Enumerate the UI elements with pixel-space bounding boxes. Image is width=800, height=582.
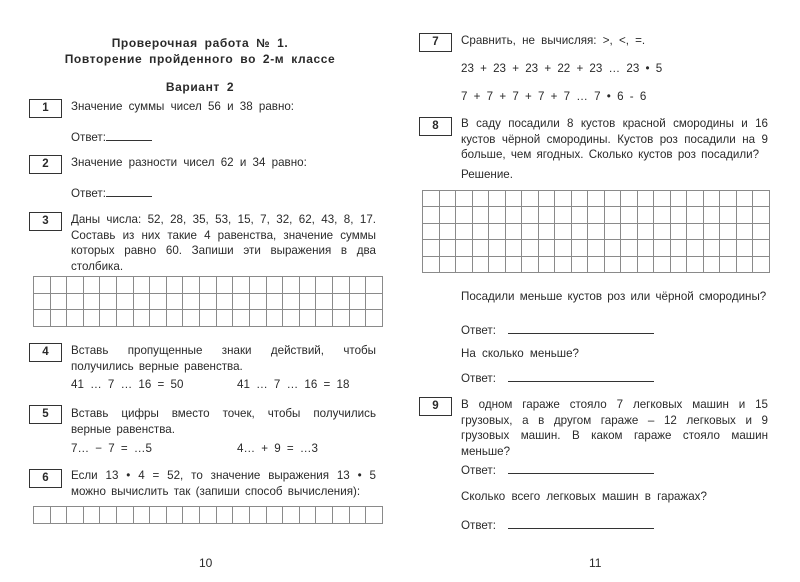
grid-cell[interactable] bbox=[266, 277, 283, 294]
grid-cell[interactable] bbox=[117, 310, 134, 327]
grid-cell[interactable] bbox=[332, 277, 349, 294]
grid-cell[interactable] bbox=[571, 191, 588, 207]
grid-cell[interactable] bbox=[316, 507, 333, 524]
answer-row bbox=[461, 323, 654, 337]
task-text: В саду посадили 8 кустов красной смородины и 16 кустов чёрной смородины. Кустов роз посадили на 9 больше, чем ягодных. Сколько кустов роз посадили? bbox=[461, 117, 768, 161]
grid-cell[interactable] bbox=[472, 240, 489, 256]
grid-cell[interactable] bbox=[423, 240, 440, 256]
grid-cell[interactable] bbox=[736, 191, 753, 207]
solution-label: Решение. bbox=[461, 168, 513, 181]
solution-grid[interactable] bbox=[422, 190, 770, 273]
grid-cell[interactable] bbox=[604, 207, 621, 223]
grid-cell[interactable] bbox=[332, 310, 349, 327]
grid-cell[interactable] bbox=[472, 256, 489, 272]
grid-cell[interactable] bbox=[34, 277, 51, 294]
grid-cell[interactable] bbox=[456, 240, 473, 256]
answer-label: Ответ: bbox=[71, 131, 106, 144]
grid-cell[interactable] bbox=[555, 240, 572, 256]
grid-cell[interactable] bbox=[200, 277, 217, 294]
grid-cell[interactable] bbox=[687, 223, 704, 239]
grid-cell[interactable] bbox=[299, 310, 316, 327]
grid-cell[interactable] bbox=[571, 240, 588, 256]
grid-cell[interactable] bbox=[50, 293, 67, 310]
answer-label: Ответ: bbox=[461, 372, 496, 385]
grid-cell[interactable] bbox=[505, 240, 522, 256]
grid-cell[interactable] bbox=[100, 277, 117, 294]
grid-cell[interactable] bbox=[753, 223, 770, 239]
grid-row bbox=[34, 310, 383, 327]
grid-cell[interactable] bbox=[266, 293, 283, 310]
grid-row bbox=[423, 207, 770, 223]
grid-cell[interactable] bbox=[604, 191, 621, 207]
task-number-box: 4 bbox=[29, 343, 62, 362]
variant-heading: Вариант 2 bbox=[165, 80, 235, 94]
grid-cell[interactable] bbox=[439, 256, 456, 272]
grid-cell[interactable] bbox=[604, 256, 621, 272]
grid-cell[interactable] bbox=[166, 507, 183, 524]
worksheet-subtitle: Повторение пройденного во 2-м классе bbox=[64, 52, 336, 66]
grid-cell[interactable] bbox=[703, 223, 720, 239]
grid-cell[interactable] bbox=[654, 207, 671, 223]
grid-cell[interactable] bbox=[316, 310, 333, 327]
answer-input-line[interactable] bbox=[508, 518, 654, 529]
grid-cell[interactable] bbox=[604, 223, 621, 239]
grid-cell[interactable] bbox=[283, 310, 300, 327]
grid-cell[interactable] bbox=[753, 240, 770, 256]
grid-cell[interactable] bbox=[456, 223, 473, 239]
grid-cell[interactable] bbox=[621, 256, 638, 272]
grid-cell[interactable] bbox=[233, 293, 250, 310]
grid-cell[interactable] bbox=[538, 240, 555, 256]
grid-cell[interactable] bbox=[736, 240, 753, 256]
grid-cell[interactable] bbox=[100, 293, 117, 310]
grid-cell[interactable] bbox=[703, 207, 720, 223]
grid-cell[interactable] bbox=[736, 223, 753, 239]
grid-cell[interactable] bbox=[349, 310, 366, 327]
grid-cell[interactable] bbox=[571, 207, 588, 223]
grid-cell[interactable] bbox=[34, 507, 51, 524]
question-text: На сколько меньше? bbox=[461, 347, 579, 360]
answer-row bbox=[461, 463, 654, 477]
grid-cell[interactable] bbox=[100, 310, 117, 327]
answer-input-line[interactable] bbox=[106, 130, 152, 141]
grid-cell[interactable] bbox=[588, 256, 605, 272]
grid-cell[interactable] bbox=[233, 310, 250, 327]
grid-cell[interactable] bbox=[366, 277, 383, 294]
grid-cell[interactable] bbox=[456, 191, 473, 207]
grid-cell[interactable] bbox=[299, 293, 316, 310]
grid-cell[interactable] bbox=[200, 310, 217, 327]
task-text: Значение разности чисел 62 и 34 равно: bbox=[71, 156, 307, 169]
grid-cell[interactable] bbox=[555, 223, 572, 239]
answer-input-line[interactable] bbox=[106, 186, 152, 197]
grid-cell[interactable] bbox=[505, 207, 522, 223]
grid-cell[interactable] bbox=[439, 240, 456, 256]
grid-cell[interactable] bbox=[753, 191, 770, 207]
grid-cell[interactable] bbox=[133, 507, 150, 524]
grid-cell[interactable] bbox=[670, 223, 687, 239]
grid-cell[interactable] bbox=[489, 223, 506, 239]
grid-row bbox=[34, 507, 383, 524]
grid-cell[interactable] bbox=[423, 207, 440, 223]
grid-cell[interactable] bbox=[83, 293, 100, 310]
grid-cell[interactable] bbox=[216, 310, 233, 327]
answer-label: Ответ: bbox=[461, 464, 496, 477]
grid-cell[interactable] bbox=[604, 240, 621, 256]
grid-cell[interactable] bbox=[703, 256, 720, 272]
grid-cell[interactable] bbox=[654, 240, 671, 256]
grid-cell[interactable] bbox=[720, 223, 737, 239]
grid-cell[interactable] bbox=[183, 507, 200, 524]
equation-left: 7… − 7 = …5 bbox=[71, 442, 152, 455]
grid-cell[interactable] bbox=[216, 293, 233, 310]
grid-cell[interactable] bbox=[117, 293, 134, 310]
grid-cell[interactable] bbox=[100, 507, 117, 524]
grid-cell[interactable] bbox=[588, 207, 605, 223]
grid-cell[interactable] bbox=[687, 191, 704, 207]
answer-row bbox=[71, 130, 152, 144]
grid-cell[interactable] bbox=[67, 277, 84, 294]
grid-cell[interactable] bbox=[505, 223, 522, 239]
grid-cell[interactable] bbox=[670, 191, 687, 207]
grid-cell[interactable] bbox=[522, 256, 539, 272]
grid-cell[interactable] bbox=[316, 293, 333, 310]
grid-cell[interactable] bbox=[249, 507, 266, 524]
grid-cell[interactable] bbox=[571, 223, 588, 239]
task-number-box: 1 bbox=[29, 99, 62, 118]
grid-cell[interactable] bbox=[83, 310, 100, 327]
grid-cell[interactable] bbox=[249, 293, 266, 310]
grid-cell[interactable] bbox=[216, 277, 233, 294]
grid-row bbox=[34, 277, 383, 294]
answer-input-line[interactable] bbox=[508, 463, 654, 474]
grid-cell[interactable] bbox=[249, 310, 266, 327]
grid-cell[interactable] bbox=[183, 310, 200, 327]
grid-cell[interactable] bbox=[522, 191, 539, 207]
grid-cell[interactable] bbox=[349, 293, 366, 310]
grid-cell[interactable] bbox=[423, 223, 440, 239]
grid-cell[interactable] bbox=[183, 277, 200, 294]
grid-cell[interactable] bbox=[720, 240, 737, 256]
grid-cell[interactable] bbox=[654, 223, 671, 239]
grid-cell[interactable] bbox=[538, 207, 555, 223]
comparison-1: 23 + 23 + 23 + 22 + 23 … 23 • 5 bbox=[461, 62, 663, 75]
grid-cell[interactable] bbox=[439, 191, 456, 207]
grid-cell[interactable] bbox=[316, 277, 333, 294]
grid-cell[interactable] bbox=[654, 191, 671, 207]
grid-row bbox=[34, 293, 383, 310]
task-text: Если 13 • 4 = 52, то значение выражения 13 • 5 можно вычислить так (запиши способ вычисления): bbox=[71, 469, 376, 498]
answer-input-line[interactable] bbox=[508, 371, 654, 382]
grid-row bbox=[423, 191, 770, 207]
grid-cell[interactable] bbox=[439, 223, 456, 239]
grid-cell[interactable] bbox=[50, 277, 67, 294]
task-number-box: 9 bbox=[419, 397, 452, 416]
grid-cell[interactable] bbox=[555, 191, 572, 207]
grid-cell[interactable] bbox=[538, 256, 555, 272]
answer-grid[interactable] bbox=[33, 276, 383, 327]
grid-cell[interactable] bbox=[637, 207, 654, 223]
grid-cell[interactable] bbox=[736, 207, 753, 223]
grid-cell[interactable] bbox=[67, 293, 84, 310]
task-number-box: 2 bbox=[29, 155, 62, 174]
grid-cell[interactable] bbox=[283, 277, 300, 294]
grid-cell[interactable] bbox=[150, 507, 167, 524]
grid-cell[interactable] bbox=[538, 191, 555, 207]
grid-cell[interactable] bbox=[753, 256, 770, 272]
comparison-2: 7 + 7 + 7 + 7 + 7 … 7 • 6 - 6 bbox=[461, 90, 647, 103]
equation-right: 4… + 9 = …3 bbox=[237, 442, 318, 455]
grid-cell[interactable] bbox=[489, 256, 506, 272]
grid-cell[interactable] bbox=[166, 277, 183, 294]
grid-cell[interactable] bbox=[522, 223, 539, 239]
grid-cell[interactable] bbox=[200, 293, 217, 310]
grid-cell[interactable] bbox=[472, 223, 489, 239]
answer-grid[interactable] bbox=[33, 506, 383, 524]
grid-cell[interactable] bbox=[555, 207, 572, 223]
grid-cell[interactable] bbox=[670, 240, 687, 256]
task-number-box: 8 bbox=[419, 117, 452, 136]
grid-cell[interactable] bbox=[34, 293, 51, 310]
equation-left: 41 … 7 … 16 = 50 bbox=[71, 378, 184, 391]
grid-cell[interactable] bbox=[637, 191, 654, 207]
answer-row bbox=[461, 371, 654, 385]
grid-cell[interactable] bbox=[349, 277, 366, 294]
grid-cell[interactable] bbox=[621, 207, 638, 223]
grid-cell[interactable] bbox=[456, 207, 473, 223]
grid-cell[interactable] bbox=[472, 207, 489, 223]
grid-cell[interactable] bbox=[50, 507, 67, 524]
grid-cell[interactable] bbox=[720, 207, 737, 223]
grid-cell[interactable] bbox=[183, 293, 200, 310]
grid-cell[interactable] bbox=[489, 207, 506, 223]
grid-cell[interactable] bbox=[216, 507, 233, 524]
grid-row bbox=[423, 223, 770, 239]
grid-cell[interactable] bbox=[571, 256, 588, 272]
grid-cell[interactable] bbox=[366, 507, 383, 524]
answer-input-line[interactable] bbox=[508, 323, 654, 334]
grid-cell[interactable] bbox=[637, 240, 654, 256]
grid-cell[interactable] bbox=[200, 507, 217, 524]
grid-row bbox=[423, 240, 770, 256]
grid-cell[interactable] bbox=[117, 507, 134, 524]
grid-cell[interactable] bbox=[588, 191, 605, 207]
grid-cell[interactable] bbox=[670, 207, 687, 223]
grid-cell[interactable] bbox=[133, 310, 150, 327]
grid-cell[interactable] bbox=[703, 191, 720, 207]
grid-cell[interactable] bbox=[166, 310, 183, 327]
task-number-box: 3 bbox=[29, 212, 62, 231]
task-text: Даны числа: 52, 28, 35, 53, 15, 7, 32, 62, 43, 8, 17. Составь из них такие 4 равенства, значение суммы которых равно 60. Запиши эти выражения в два столбика. bbox=[71, 213, 376, 273]
grid-cell[interactable] bbox=[588, 223, 605, 239]
grid-cell[interactable] bbox=[299, 277, 316, 294]
grid-cell[interactable] bbox=[283, 293, 300, 310]
grid-cell[interactable] bbox=[283, 507, 300, 524]
grid-cell[interactable] bbox=[117, 277, 134, 294]
grid-cell[interactable] bbox=[621, 191, 638, 207]
grid-cell[interactable] bbox=[621, 240, 638, 256]
grid-cell[interactable] bbox=[67, 507, 84, 524]
grid-cell[interactable] bbox=[720, 191, 737, 207]
answer-label: Ответ: bbox=[461, 519, 496, 532]
grid-cell[interactable] bbox=[637, 256, 654, 272]
grid-cell[interactable] bbox=[150, 293, 167, 310]
task-number-box: 7 bbox=[419, 33, 452, 52]
grid-cell[interactable] bbox=[489, 240, 506, 256]
grid-cell[interactable] bbox=[332, 507, 349, 524]
grid-cell[interactable] bbox=[654, 256, 671, 272]
grid-cell[interactable] bbox=[687, 240, 704, 256]
grid-cell[interactable] bbox=[687, 256, 704, 272]
right-page bbox=[400, 0, 800, 582]
grid-cell[interactable] bbox=[522, 240, 539, 256]
page-number: 10 bbox=[199, 556, 213, 570]
grid-cell[interactable] bbox=[522, 207, 539, 223]
answer-label: Ответ: bbox=[461, 324, 496, 337]
grid-cell[interactable] bbox=[736, 256, 753, 272]
grid-cell[interactable] bbox=[555, 256, 572, 272]
grid-cell[interactable] bbox=[456, 256, 473, 272]
grid-cell[interactable] bbox=[233, 277, 250, 294]
task-number-box: 6 bbox=[29, 469, 62, 488]
worksheet-title: Проверочная работа № 1. bbox=[111, 36, 289, 50]
question-text: Сколько всего легковых машин в гаражах? bbox=[461, 490, 707, 503]
grid-cell[interactable] bbox=[83, 507, 100, 524]
grid-cell[interactable] bbox=[439, 207, 456, 223]
grid-cell[interactable] bbox=[349, 507, 366, 524]
question-text: Посадили меньше кустов роз или чёрной смородины? bbox=[461, 290, 767, 303]
grid-cell[interactable] bbox=[266, 310, 283, 327]
answer-row bbox=[71, 186, 152, 200]
task-text: В одном гараже стояло 7 легковых машин и 15 грузовых, а в другом гараже – 12 легковых и 9 грузовых машин. В каком гараже стояло машин меньше? bbox=[461, 398, 768, 458]
equation-right: 41 … 7 … 16 = 18 bbox=[237, 378, 350, 391]
grid-row bbox=[423, 256, 770, 272]
grid-cell[interactable] bbox=[505, 256, 522, 272]
answer-row bbox=[461, 518, 654, 532]
grid-cell[interactable] bbox=[233, 507, 250, 524]
grid-cell[interactable] bbox=[366, 310, 383, 327]
grid-cell[interactable] bbox=[133, 293, 150, 310]
task-text: Сравнить, не вычисляя: >, <, =. bbox=[461, 34, 646, 47]
task-text: Вставь цифры вместо точек, чтобы получились верные равенства. bbox=[71, 407, 376, 436]
grid-cell[interactable] bbox=[637, 223, 654, 239]
grid-cell[interactable] bbox=[50, 310, 67, 327]
grid-cell[interactable] bbox=[505, 191, 522, 207]
grid-cell[interactable] bbox=[299, 507, 316, 524]
grid-cell[interactable] bbox=[703, 240, 720, 256]
grid-cell[interactable] bbox=[588, 240, 605, 256]
grid-cell[interactable] bbox=[670, 256, 687, 272]
grid-cell[interactable] bbox=[150, 310, 167, 327]
task-number-box: 5 bbox=[29, 405, 62, 424]
grid-cell[interactable] bbox=[249, 277, 266, 294]
task-text: Вставь пропущенные знаки действий, чтобы получились верные равенства. bbox=[71, 344, 376, 373]
answer-label: Ответ: bbox=[71, 187, 106, 200]
grid-cell[interactable] bbox=[366, 293, 383, 310]
grid-cell[interactable] bbox=[423, 191, 440, 207]
grid-cell[interactable] bbox=[133, 277, 150, 294]
grid-cell[interactable] bbox=[720, 256, 737, 272]
grid-cell[interactable] bbox=[166, 293, 183, 310]
grid-cell[interactable] bbox=[472, 191, 489, 207]
grid-cell[interactable] bbox=[332, 293, 349, 310]
grid-cell[interactable] bbox=[687, 207, 704, 223]
grid-cell[interactable] bbox=[753, 207, 770, 223]
grid-cell[interactable] bbox=[266, 507, 283, 524]
grid-cell[interactable] bbox=[34, 310, 51, 327]
page-number: 11 bbox=[589, 556, 602, 570]
grid-cell[interactable] bbox=[621, 223, 638, 239]
grid-cell[interactable] bbox=[67, 310, 84, 327]
grid-cell[interactable] bbox=[83, 277, 100, 294]
grid-cell[interactable] bbox=[489, 191, 506, 207]
grid-cell[interactable] bbox=[150, 277, 167, 294]
grid-cell[interactable] bbox=[423, 256, 440, 272]
grid-cell[interactable] bbox=[538, 223, 555, 239]
task-text: Значение суммы чисел 56 и 38 равно: bbox=[71, 100, 295, 113]
